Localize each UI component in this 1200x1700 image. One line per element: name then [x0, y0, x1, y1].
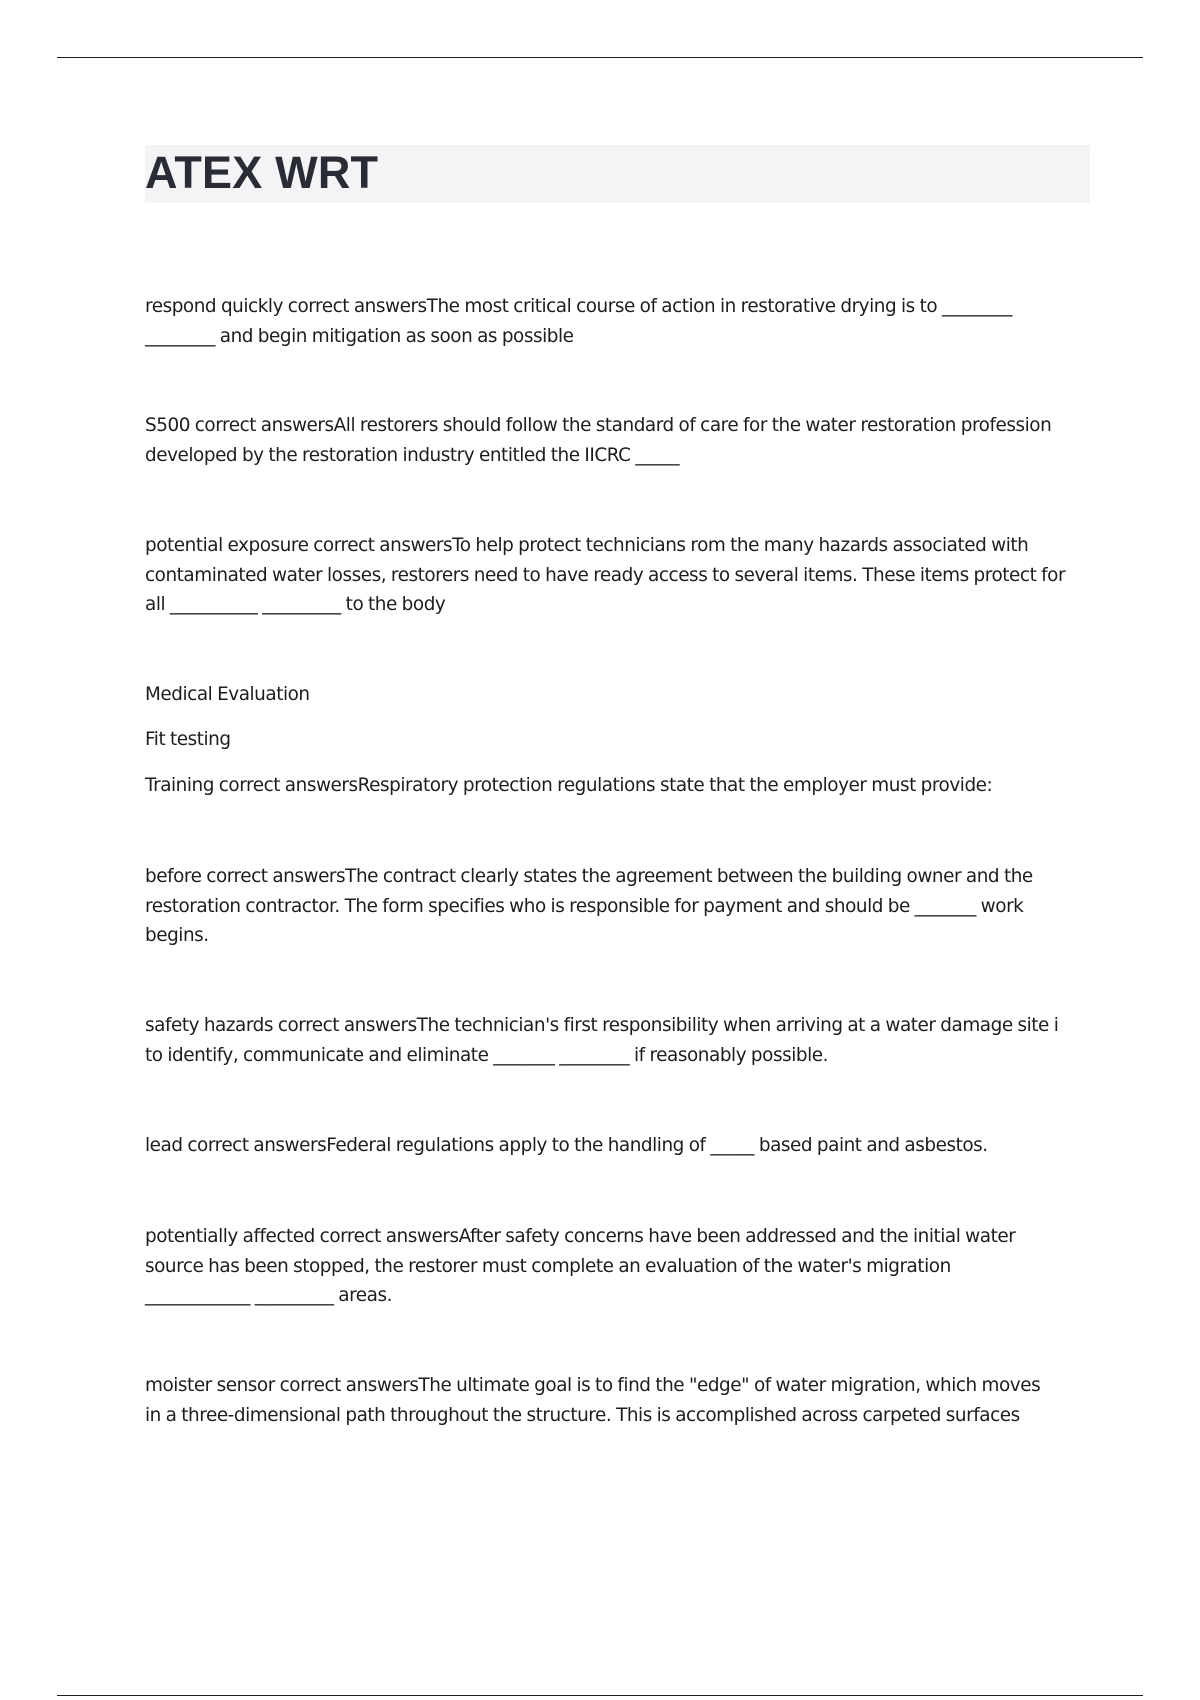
qa-item-fit-testing [145, 725, 1090, 755]
title-band [145, 145, 1090, 203]
qa-item-potentially-affected [145, 1222, 1090, 1311]
qa-line: Fit testing [145, 729, 231, 750]
qa-line: restoration contractor. The form specifies who is responsible for payment and should be _______ work [145, 895, 1024, 917]
qa-line: before correct answersThe contract clearly states the agreement between the building owner and the [145, 866, 1033, 887]
qa-line: potentially affected correct answersAfter safety concerns have been addressed and the initial water [145, 1226, 1016, 1247]
qa-line: S500 correct answersAll restorers should follow the standard of care for the water restoration profession [145, 415, 1052, 436]
qa-item-potential-exposure [145, 531, 1090, 620]
qa-item-respond-quickly [145, 292, 1090, 351]
qa-line: Medical Evaluation [145, 684, 310, 705]
qa-item-safety-hazards [145, 1011, 1090, 1070]
qa-item-medical-evaluation [145, 680, 1090, 710]
qa-line: contaminated water losses, restorers need to have ready access to several items. These items protect for [145, 564, 1066, 586]
qa-line: source has been stopped, the restorer must complete an evaluation of the water's migration [145, 1255, 951, 1277]
qa-line: safety hazards correct answersThe technician's first responsibility when arriving at a water damage site i [145, 1015, 1059, 1036]
qa-line: developed by the restoration industry entitled the IICRC _____ [145, 444, 680, 466]
qa-line: to identify, communicate and eliminate _______ ________ if reasonably possible. [145, 1044, 829, 1066]
qa-line: begins. [145, 925, 209, 946]
qa-line: in a three-dimensional path throughout the structure. This is accomplished across carpeted surfaces [145, 1404, 1020, 1426]
qa-item-moister-sensor [145, 1371, 1090, 1430]
qa-line: moister sensor correct answersThe ultimate goal is to find the "edge" of water migration, which moves [145, 1375, 1041, 1396]
qa-item-training [145, 771, 1090, 801]
qa-line: respond quickly correct answersThe most critical course of action in restorative drying is to ________ [145, 296, 1012, 317]
qa-item-s500 [145, 411, 1090, 470]
header-rule [57, 57, 1143, 58]
qa-line: potential exposure correct answersTo help protect technicians rom the many hazards associated with [145, 535, 1029, 556]
qa-line: lead correct answersFederal regulations apply to the handling of _____ based paint and asbestos. [145, 1135, 988, 1156]
footer-rule [57, 1695, 1143, 1696]
qa-line: ________ and begin mitigation as soon as possible [145, 325, 574, 347]
qa-line: ____________ _________ areas. [145, 1285, 392, 1306]
qa-item-before [145, 862, 1090, 951]
qa-line: Training correct answersRespiratory protection regulations state that the employer must provide: [145, 775, 993, 796]
qa-item-lead [145, 1131, 1090, 1161]
document-title: ATEX WRT [145, 147, 379, 198]
qa-line: all __________ _________ to the body [145, 594, 446, 615]
